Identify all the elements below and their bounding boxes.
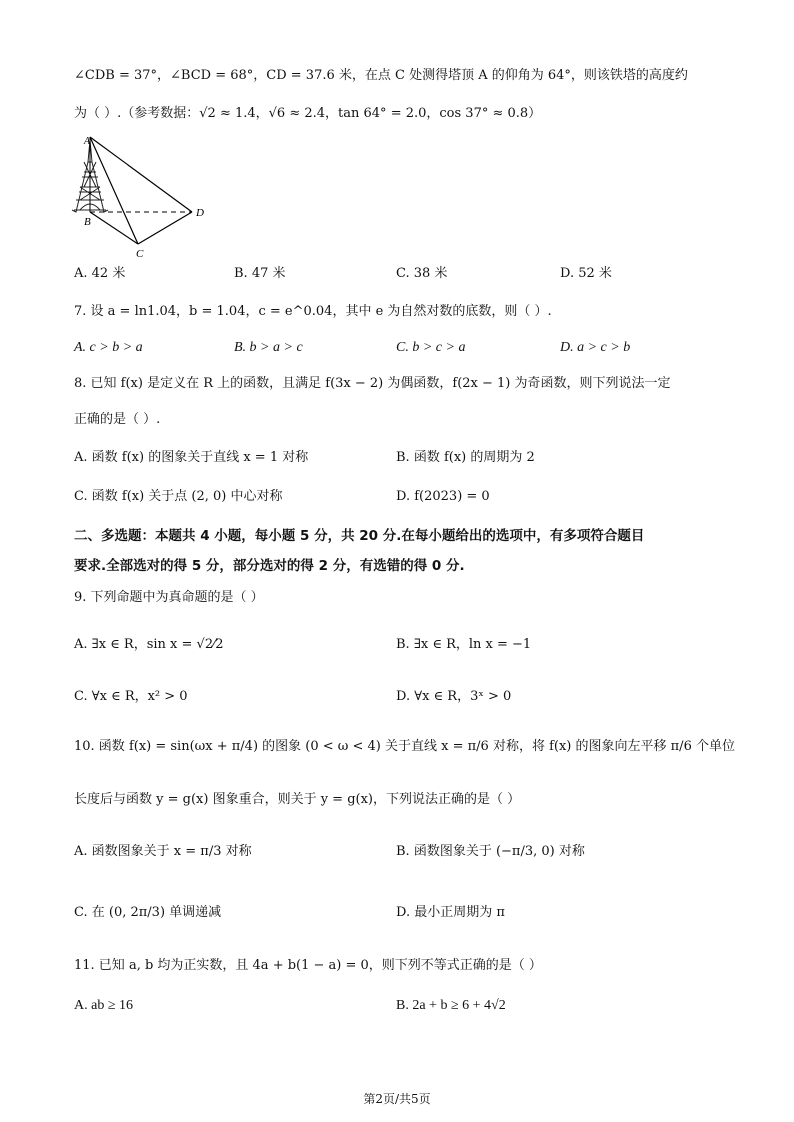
point-label-b: B (84, 216, 91, 228)
q9-option-d: D. ∀x ∈ R，3ˣ > 0 (396, 689, 512, 704)
point-label-c: C (136, 248, 144, 260)
q9-option-b: B. ∃x ∈ R，ln x = −1 (396, 637, 532, 652)
q10-option-d: D. 最小正周期为 π (396, 905, 505, 920)
tower-figure (70, 132, 220, 262)
q6-option-c: C. 38 米 (396, 266, 448, 281)
q10-stem-line2: 长度后与函数 y = g(x) 图象重合，则关于 y = g(x)，下列说法正确的是（ ） (74, 792, 521, 807)
q9-option-c: C. ∀x ∈ R，x² > 0 (74, 689, 188, 704)
q11-stem: 11. 已知 a, b 均为正实数，且 4a + b(1 − a) = 0，则下列不等式正确的是（ ） (74, 958, 542, 973)
q11-option-b: B. 2a + b ≥ 6 + 4√2 (396, 998, 506, 1013)
q7-stem: 7. 设 a = ln1.04，b = 1.04，c = e^0.04，其中 e 为自然对数的底数，则（ ）. (74, 304, 552, 319)
q6-option-d: D. 52 米 (560, 266, 612, 281)
point-label-a: A (84, 136, 91, 147)
q8-option-b: B. 函数 f(x) 的周期为 2 (396, 450, 535, 465)
page-number-footer: 第2页/共5页 (363, 1092, 431, 1106)
q9-option-a: A. ∃x ∈ R，sin x = √2⁄2 (74, 637, 224, 652)
q8-option-d: D. f(2023) = 0 (396, 489, 490, 504)
q6-option-a: A. 42 米 (74, 266, 126, 281)
q10-option-b: B. 函数图象关于 (−π/3, 0) 对称 (396, 844, 585, 859)
q6-stem-line1: ∠CDB = 37°，∠BCD = 68°，CD = 37.6 米，在点 C 处测得塔顶 A 的仰角为 64°，则该铁塔的高度约 (74, 68, 688, 83)
q10-option-a: A. 函数图象关于 x = π/3 对称 (74, 844, 252, 859)
q6-option-b: B. 47 米 (234, 266, 286, 281)
q11-option-a: A. ab ≥ 16 (74, 998, 134, 1013)
q10-option-c: C. 在 (0, 2π/3) 单调递减 (74, 905, 222, 920)
q8-option-a: A. 函数 f(x) 的图象关于直线 x = 1 对称 (74, 450, 309, 465)
q7-option-b: B. b > a > c (234, 340, 303, 355)
q10-stem-line1: 10. 函数 f(x) = sin(ωx + π/4) 的图象 (0 < ω < 4) 关于直线 x = π/6 对称，将 f(x) 的图象向左平移 π/6 个单位 (74, 739, 735, 754)
section-2-heading-line1: 二、多选题：本题共 4 小题，每小题 5 分，共 20 分.在每小题给出的选项中，有多项符合题目 (74, 528, 645, 544)
q7-option-a: A. c > b > a (74, 340, 143, 355)
q7-option-d: D. a > c > b (560, 340, 631, 355)
section-2-heading-line2: 要求.全部选对的得 5 分，部分选对的得 2 分，有选错的得 0 分. (74, 558, 465, 574)
q8-option-c: C. 函数 f(x) 关于点 (2, 0) 中心对称 (74, 489, 283, 504)
q6-stem-line2: 为（ ）.（参考数据：√2 ≈ 1.4，√6 ≈ 2.4，tan 64° = 2.0，cos 37° ≈ 0.8） (74, 106, 542, 121)
q8-stem-line1: 8. 已知 f(x) 是定义在 R 上的函数，且满足 f(3x − 2) 为偶函数，f(2x − 1) 为奇函数，则下列说法一定 (74, 376, 671, 391)
q7-option-c: C. b > c > a (396, 340, 466, 355)
q8-stem-line2: 正确的是（ ）. (74, 412, 161, 427)
q9-stem: 9. 下列命题中为真命题的是（ ） (74, 590, 264, 605)
point-label-d: D (196, 207, 204, 219)
